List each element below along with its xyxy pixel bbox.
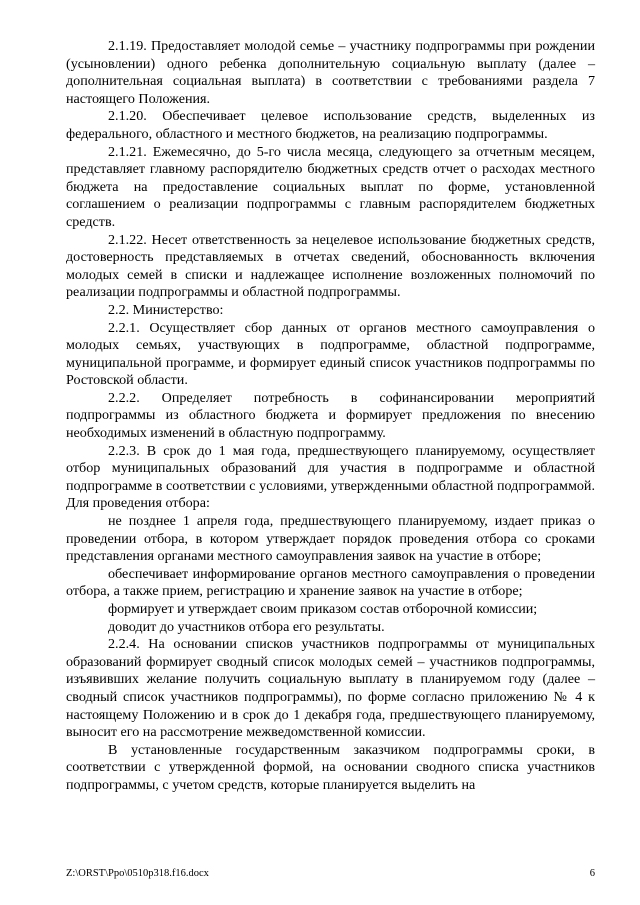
paragraph-established-terms: В установленные государственным заказчиком подпрограммы сроки, в соответствии с утвержденной формой, на основании сводного списка участников подпрограммы, с учетом средств, которые планируется выделить на	[66, 741, 595, 793]
paragraph-commission: формирует и утверждает своим приказом состав отборочной комиссии;	[108, 601, 538, 617]
paragraph-2-2-heading: 2.2. Министерство:	[108, 301, 224, 318]
page-number: 6	[589, 868, 595, 879]
paragraph-2-2-3: 2.2.3. В срок до 1 мая года, предшествующего планируемому, осуществляет отбор муниципальных образований для участия в подпрограмме и областной подпрограмме в соответствии с условиями, утвержденными областной подпрограммой. Для проведения отбора:	[66, 442, 595, 512]
paragraph-2-1-20: 2.1.20. Обеспечивает целевое использование средств, выделенных из федерального, областного и местного бюджетов, на реализацию подпрограммы.	[66, 108, 595, 142]
paragraph-2-1-22: 2.1.22. Несет ответственность за нецелевое использование бюджетных средств, достоверность представляемых в отчетах сведений, обоснованность включения молодых семей в списки и надлежащее исполнение возложенных полномочий по реализации подпрограммы и областной подпрограммы.	[66, 231, 595, 301]
page-footer	[66, 868, 595, 879]
paragraph-informing: обеспечивает информирование органов местного самоуправления о проведении отбора, а также прием, регистрацию и хранение заявок на участие в отборе;	[66, 565, 595, 600]
paragraph-selection-order: не позднее 1 апреля года, предшествующего планируемому, издает приказ о проведении отбора, в котором утверждает порядок проведения отбора со сроками представления органами местного самоуправления заявок на участие в отборе;	[66, 513, 595, 565]
paragraph-2-2-1: 2.2.1. Осуществляет сбор данных от органов местного самоуправления о молодых семьях, участвующих в подпрограмме, областной подпрограмме, муниципальной программе, и формирует единый список участников подпрограммы по Ростовской области.	[66, 319, 595, 389]
paragraph-2-1-21: 2.1.21. Ежемесячно, до 5-го числа месяца, следующего за отчетным месяцем, представляет главному распорядителю бюджетных средств отчет о расходах местного бюджета на предоставление социальных выплат по форме, установленной соглашением о реализации подпрограммы с главным распорядителем бюджетных средств.	[66, 143, 595, 230]
paragraph-2-1-19: 2.1.19. Предоставляет молодой семье – участнику подпрограммы при рождении (усыновлении) одного ребенка дополнительную социальную выплату (далее – дополнительная социальная выплата) в соответствии с требованиями раздела 7 настоящего Положения.	[66, 38, 595, 107]
file-path: Z:\ORST\Ppo\0510p318.f16.docx	[66, 868, 209, 879]
document-body	[66, 38, 595, 795]
paragraph-2-2-2: 2.2.2. Определяет потребность в софинансировании мероприятий подпрограммы из областного бюджета и формирует предложения по внесению необходимых изменений в областную подпрограмму.	[66, 389, 595, 442]
paragraph-results: доводит до участников отбора его результаты.	[108, 618, 385, 635]
paragraph-2-2-4: 2.2.4. На основании списков участников подпрограммы от муниципальных образований формирует сводный список молодых семей – участников подпрограммы, изъявивших желание получить социальную выплату в планируемом году (далее – сводный список участников подпрограммы), по форме согласно приложению № 4 к настоящему Положению и в срок до 1 декабря года, предшествующего планируемому, выносит его на рассмотрение межведомственной комиссии.	[66, 636, 595, 741]
